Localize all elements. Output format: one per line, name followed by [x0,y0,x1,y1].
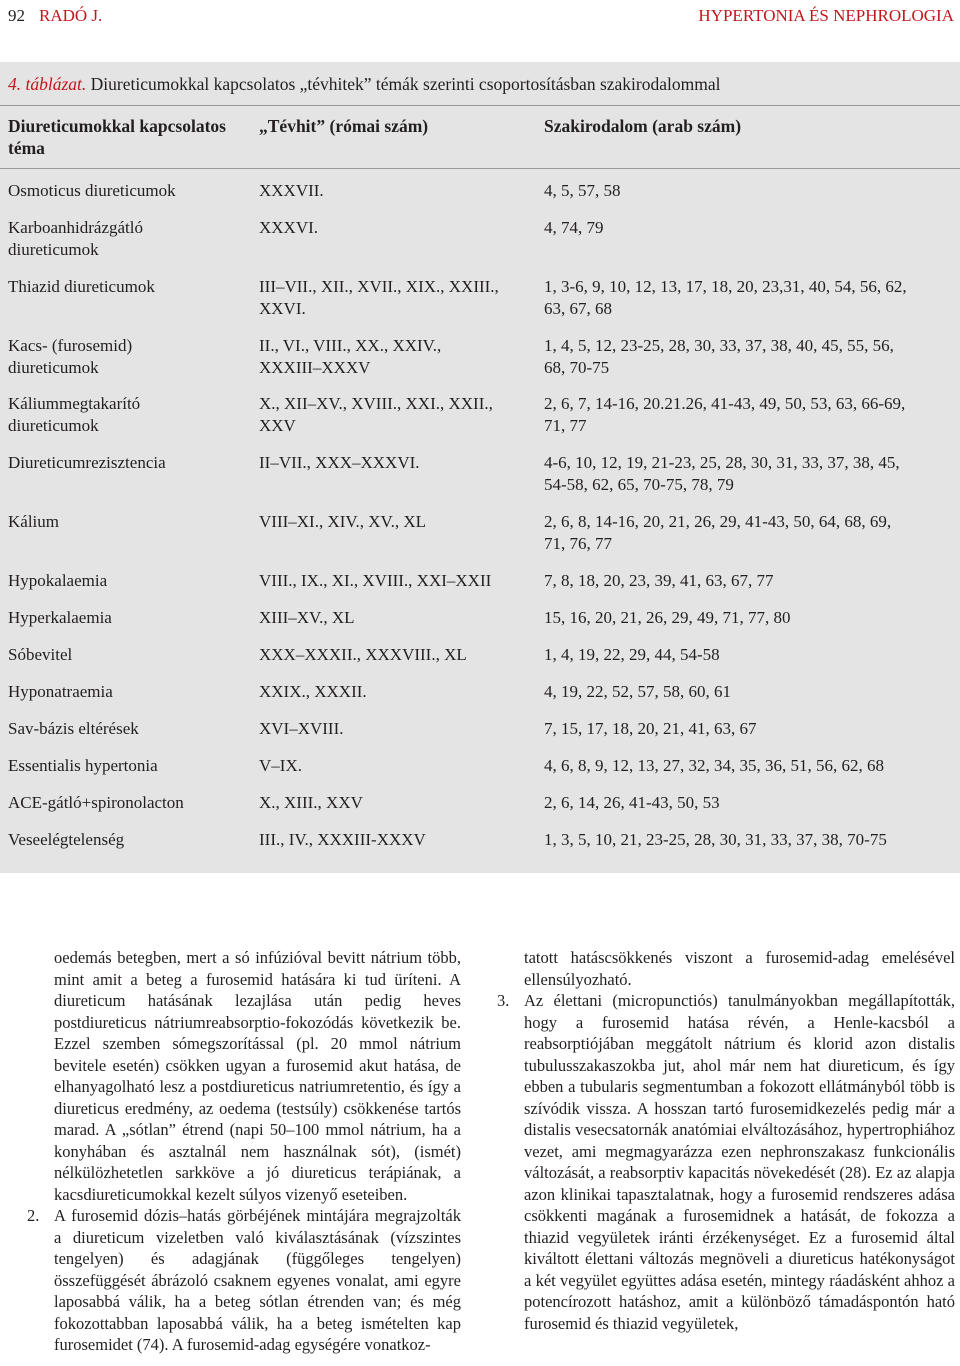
topic-cell: Káliummegtakarító diureticumok [8,394,141,435]
myth-cell: XXIX., XXXII. [259,682,367,701]
references-cell: 15, 16, 20, 21, 26, 29, 49, 71, 77, 80 [544,608,791,627]
myth-cell: XVI–XVIII. [259,719,344,738]
myth-cell: VIII., IX., XI., XVIII., XXI–XXII [259,571,492,590]
topic-cell: Essentialis hypertonia [8,756,158,775]
topic-cell: Hyponatraemia [8,682,113,701]
list-number: 2. [27,1206,40,1225]
references-cell: 1, 3-6, 9, 10, 12, 13, 17, 18, 20, 23,31, 40, 54, 56, 62, 63, 67, 68 [544,277,907,318]
references-cell: 7, 8, 18, 20, 23, 39, 41, 63, 67, 77 [544,571,774,590]
topic-cell: Osmoticus diureticumok [8,181,176,200]
myth-cell: XXXVII. [259,181,324,200]
references-cell: 4, 74, 79 [544,218,604,237]
body-column-left [27,947,461,1356]
author-name: RADÓ J. [39,6,103,25]
list-item-text: Az élettani (micropunctiós) tanulmányokban megállapították, hogy a furosemid hatása révén, a Henle-kacsból a reabsorptiójában meggátolt nátrium és klorid azon distalis tubulusszakaszokba jut, ahol már nem hat diureticum, és így ebben a tubularis segmentumban a fokozott ellátmányból több is szívódik vissza. A hosszan tartó furosemidkezelés pedig már a distalis vesecsatornák anatómiai elváltozásához, hypertrophiához vezet, ami megmagyarázza ezen nephronszakasz funkcionális változását, a reabsorptiv kapacitás növekedését (28). Ez az alapja azon klinikai tapasztalatnak, hogy a furosemid rendszeres adása csökkenti magának a furosemidnek a hatását, de fokozza a thiazid vegyületek iránti érzékenységet. Ez a furosemid által kiváltott élettani változás megnöveli a diureticus hatékonyságot a két vegyület együttes adása esetén, mintegy ráadásként ahhoz a potencírozott hatáshoz, amit a különböző támadáspontón ható furosemid és thiazid vegyületek, [524,991,955,1333]
topic-cell: Kacs- (furosemid) diureticumok [8,336,133,377]
header-divider [0,168,960,169]
topic-cell: Sóbevitel [8,645,73,664]
paragraph-continuation: oedemás betegben, mert a só infúzióval bevitt nátrium több, mint amit a beteg a furosemid hatására ki tud üríteni. A diureticum hatásának lezajlása után pedig heves postdiureticus nátriumreabsorptio-fokozódás következik be. Ezzel szemben sómegszorítással (pl. 20 mmol nátrium bevitele esetén) csökken ugyan a furosemid akut hatása, de elhanyagolható lesz a postdiureticus natriumretentio, és így a diureticus eredmény, az oedema (testsúly) csökkenése tartós marad. A „sótlan” étrend (napi 50–100 mmol nátrium, ha a konyhában és asztalnál nem használnak sót), (ismét) nélkülözhetetlen sarkköve a jó diureticus terápiának, a kacsdiureticumokkal kezelt súlyos vizenyő eseteiben. [54,948,461,1204]
references-cell: 4, 5, 57, 58 [544,181,621,200]
table-caption [8,72,948,96]
topic-cell: ACE-gátló+spironolacton [8,793,184,812]
table-label: 4. táblázat. [8,74,87,94]
column-header-references: Szakirodalom (arab szám) [544,116,742,136]
myth-cell: V–IX. [259,756,302,775]
topic-cell: Kálium [8,512,59,531]
journal-title: HYPERTONIA ÉS NEPHROLOGIA [698,6,954,25]
topic-cell: Hypokalaemia [8,571,108,590]
list-item-3 [497,990,955,1334]
myth-cell: XXX–XXXII., XXXVIII., XL [259,645,467,664]
myth-cell: X., XII–XV., XVIII., XXI., XXII., XXV [259,394,493,435]
references-cell: 4-6, 10, 12, 19, 21-23, 25, 28, 30, 31, 33, 37, 38, 45, 54-58, 62, 65, 70-75, 78, 79 [544,453,900,494]
myth-cell: XXXVI. [259,218,319,237]
topic-cell: Thiazid diureticumok [8,277,155,296]
references-cell: 1, 4, 19, 22, 29, 44, 54-58 [544,645,720,664]
topic-cell: Karboanhidrázgátló diureticumok [8,218,143,259]
column-header-topic: Diureticumokkal kapcsolatos téma [8,116,226,158]
topic-cell: Sav-bázis eltérések [8,719,139,738]
list-item-2 [27,1205,461,1356]
references-cell: 2, 6, 7, 14-16, 20.21.26, 41-43, 49, 50, 53, 63, 66-69, 71, 77 [544,394,906,435]
running-header [0,0,960,28]
myth-cell: XIII–XV., XL [259,608,355,627]
references-cell: 1, 3, 5, 10, 21, 23-25, 28, 30, 31, 33, 37, 38, 70-75 [544,830,887,849]
myth-cell: III., IV., XXXIII-XXXV [259,830,426,849]
paragraph-continuation: tatott hatáscsökkenés viszont a furosemid-adag emelésével ellensúlyozható. [524,948,955,989]
myth-cell: III–VII., XII., XVII., XIX., XXIII., XXVI. [259,277,499,318]
references-cell: 4, 6, 8, 9, 12, 13, 27, 32, 34, 35, 36, 51, 56, 62, 68 [544,756,884,775]
column-header-myth: „Tévhit” (római szám) [259,116,429,136]
myth-cell: II–VII., XXX–XXXVI. [259,453,420,472]
list-item-text: A furosemid dózis–hatás görbéjének mintájára megrajzolták a diureticum vizeletben való kiválasztásának (vízszintes tengelyen) és adagjának (függőleges tengelyen) összefüggését ábrázoló csaknem egyenes vonalat, ami egyre laposabbá válik, ha a beteg sótlan étrenden van; és még fokozottabban laposabbá válik, ha a beteg ismételten kap furosemidet (74). A furosemid-adag egységére vonatkoz- [54,1206,461,1354]
myth-cell: VIII–XI., XIV., XV., XL [259,512,426,531]
references-cell: 4, 19, 22, 52, 57, 58, 60, 61 [544,682,731,701]
myth-cell: X., XIII., XXV [259,793,363,812]
topic-cell: Hyperkalaemia [8,608,112,627]
list-number: 3. [497,991,510,1010]
topic-cell: Veseelégtelenség [8,830,125,849]
body-column-right [497,947,955,1334]
topic-cell: Diureticumrezisztencia [8,453,166,472]
page-number: 92 [8,6,25,25]
myth-cell: II., VI., VIII., XX., XXIV., XXXIII–XXXV [259,336,442,377]
table-title: Diureticumokkal kapcsolatos „tévhitek” témák szerinti csoportosításban szakirodalommal [90,74,721,94]
table-4 [0,62,960,873]
references-cell: 7, 15, 17, 18, 20, 21, 41, 63, 67 [544,719,757,738]
caption-divider [0,105,960,106]
references-cell: 2, 6, 14, 26, 41-43, 50, 53 [544,793,720,812]
references-cell: 1, 4, 5, 12, 23-25, 28, 30, 33, 37, 38, 40, 45, 55, 56, 68, 70-75 [544,336,894,377]
references-cell: 2, 6, 8, 14-16, 20, 21, 26, 29, 41-43, 50, 64, 68, 69, 71, 76, 77 [544,512,892,553]
